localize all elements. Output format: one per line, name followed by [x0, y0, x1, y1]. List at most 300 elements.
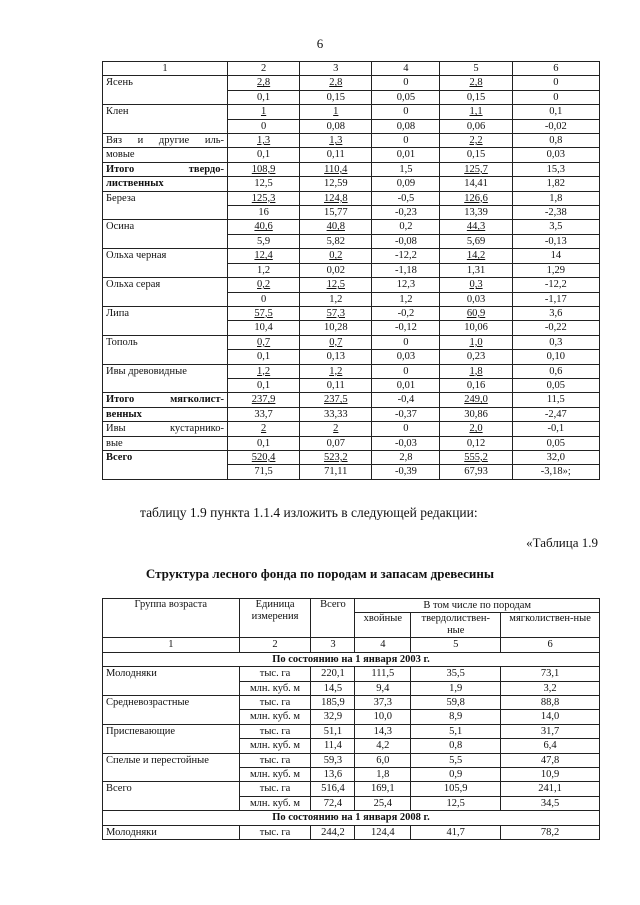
unit-cell: тыс. га [239, 667, 311, 681]
underlined-value: 126,6 [464, 192, 488, 204]
cell-value: 0 [372, 364, 440, 378]
cell-value: 0,16 [440, 378, 512, 392]
cell-value: 5,69 [440, 234, 512, 248]
age-group-label: Спелые и перестойные [103, 753, 240, 782]
underlined-value: 125,3 [251, 192, 276, 204]
cell-value: 12,59 [300, 177, 372, 191]
cell-value: 105,9 [411, 782, 501, 796]
age-group-label: Приспевающие [103, 724, 240, 753]
cell-value: 47,8 [501, 753, 600, 767]
unit-cell: тыс. га [239, 825, 311, 839]
cell-value: 12,5 [228, 177, 300, 191]
cell-value: 11,4 [311, 739, 355, 753]
cell-value: 15,77 [300, 206, 372, 220]
cell-value: 0,05 [512, 378, 599, 392]
cell-value: -0,03 [372, 436, 440, 450]
cell-value: 220,1 [311, 667, 355, 681]
underlined-value: 1,3 [329, 135, 343, 147]
cell-value: 0,01 [372, 378, 440, 392]
page-number: 6 [316, 36, 324, 51]
cell-value: 244,2 [311, 825, 355, 839]
table-row [103, 407, 600, 421]
cell-value: 41,7 [411, 825, 501, 839]
cell-value: 8,9 [411, 710, 501, 724]
cell-value: 15,3 [512, 162, 599, 176]
cell-value [440, 105, 512, 119]
cell-value: 1,2 [372, 292, 440, 306]
cell-value: -0,5 [372, 191, 440, 205]
cell-value [300, 450, 372, 464]
table-row [103, 696, 600, 710]
underlined-value: 520,4 [251, 451, 276, 463]
cell-value: 32,9 [311, 710, 355, 724]
cell-value: 0 [372, 134, 440, 148]
cell-value: 0,07 [300, 436, 372, 450]
wood-stock-change-table [102, 61, 600, 480]
cell-value: 0,1 [228, 378, 300, 392]
underlined-value: 0,3 [469, 279, 483, 291]
cell-value: 0,15 [440, 148, 512, 162]
table-row [103, 667, 600, 681]
cell-value [440, 191, 512, 205]
cell-value: 1,2 [300, 292, 372, 306]
cell-value: 0,1 [228, 148, 300, 162]
cell-value: -2,38 [512, 206, 599, 220]
cell-value: 0,06 [440, 119, 512, 133]
row-label: Итого твердо- [103, 162, 228, 176]
cell-value: 0,9 [411, 768, 501, 782]
table-row [103, 825, 600, 839]
cell-value: 14,0 [501, 710, 600, 724]
table-row [103, 162, 600, 176]
table-row [103, 753, 600, 767]
cell-value: 1,82 [512, 177, 599, 191]
cell-value: 10,4 [228, 321, 300, 335]
cell-value [228, 335, 300, 349]
underlined-value: 14,2 [466, 250, 486, 262]
table-row [103, 782, 600, 796]
header-row [103, 599, 600, 613]
cell-value: 1,8 [512, 191, 599, 205]
cell-value: 0,05 [512, 436, 599, 450]
cell-value: 31,7 [501, 724, 600, 738]
cell-value: -1,18 [372, 263, 440, 277]
table-row [103, 364, 600, 378]
cell-value [300, 278, 372, 292]
underlined-value: 1,1 [469, 106, 483, 118]
cell-value: 34,5 [501, 796, 600, 810]
row-label: Ивы кустарнико- [103, 422, 228, 436]
cell-value: 12,3 [372, 278, 440, 292]
row-label: Ольха черная [103, 249, 228, 278]
cell-value: 0,03 [372, 350, 440, 364]
cell-value: 9,4 [355, 681, 411, 695]
amendment-instruction: таблицу 1.9 пункта 1.1.4 изложить в следующей редакции: [140, 505, 478, 520]
cell-value [228, 134, 300, 148]
cell-value [228, 249, 300, 263]
cell-value [440, 278, 512, 292]
underlined-value: 1 [333, 106, 339, 118]
cell-value: 73,1 [501, 667, 600, 681]
underlined-value: 523,2 [323, 451, 348, 463]
cell-value: 5,1 [411, 724, 501, 738]
cell-value: 1,29 [512, 263, 599, 277]
section-title: По состоянию на 1 января 2003 г. [103, 652, 600, 666]
row-label: Тополь [103, 335, 228, 364]
cell-value: 0,08 [372, 119, 440, 133]
cell-value: 3,6 [512, 306, 599, 320]
column-number: 3 [311, 638, 355, 652]
cell-value [440, 335, 512, 349]
cell-value [440, 76, 512, 90]
cell-value [228, 364, 300, 378]
section-row [103, 811, 600, 825]
cell-value: 5,82 [300, 234, 372, 248]
cell-value: 0 [512, 90, 599, 104]
cell-value: 25,4 [355, 796, 411, 810]
header-coniferous: хвойные [355, 613, 411, 638]
underlined-value: 0,2 [257, 279, 271, 291]
underlined-value: 1,2 [329, 365, 343, 377]
cell-value: -0,13 [512, 234, 599, 248]
table-row [103, 105, 600, 119]
cell-value [440, 162, 512, 176]
cell-value: 16 [228, 206, 300, 220]
cell-value [228, 191, 300, 205]
cell-value: 3,5 [512, 220, 599, 234]
cell-value [300, 249, 372, 263]
cell-value [300, 162, 372, 176]
cell-value: 0,01 [372, 148, 440, 162]
cell-value: -0,37 [372, 407, 440, 421]
cell-value [300, 76, 372, 90]
unit-cell: млн. куб. м [239, 768, 311, 782]
cell-value [228, 220, 300, 234]
cell-value: 0,09 [372, 177, 440, 191]
cell-value [228, 278, 300, 292]
cell-value [440, 393, 512, 407]
underlined-value: 44,3 [466, 221, 486, 233]
cell-value [440, 364, 512, 378]
underlined-value: 12,5 [326, 279, 345, 291]
cell-value: 0,11 [300, 378, 372, 392]
cell-value: 0 [372, 422, 440, 436]
underlined-value: 2,8 [329, 77, 343, 89]
row-label: Береза [103, 191, 228, 220]
cell-value: 0 [372, 335, 440, 349]
cell-value: -3,18»; [512, 465, 599, 479]
table-row [103, 724, 600, 738]
underlined-value: 110,4 [324, 163, 348, 175]
row-label: Ольха серая [103, 278, 228, 307]
cell-value: 0 [372, 76, 440, 90]
table-row [103, 191, 600, 205]
cell-value: -0,08 [372, 234, 440, 248]
cell-value: 0,11 [300, 148, 372, 162]
table-row [103, 436, 600, 450]
row-label: Итого мягколист- [103, 393, 228, 407]
cell-value: -1,17 [512, 292, 599, 306]
underlined-value: 2,8 [469, 77, 483, 89]
row-label: Клен [103, 105, 228, 134]
column-number: 6 [501, 638, 600, 652]
cell-value: -0,22 [512, 321, 599, 335]
header-softwood: мягколиствен-ные [501, 613, 600, 638]
column-number: 1 [103, 62, 228, 76]
column-number: 5 [411, 638, 501, 652]
cell-value [440, 134, 512, 148]
row-label: Ивы древовидные [103, 364, 228, 393]
underlined-value: 0,7 [257, 336, 271, 348]
cell-value: 2,8 [372, 450, 440, 464]
header-including: В том числе по породам [355, 599, 600, 613]
cell-value [228, 450, 300, 464]
cell-value: 13,39 [440, 206, 512, 220]
cell-value: 13,6 [311, 768, 355, 782]
cell-value: 185,9 [311, 696, 355, 710]
underlined-value: 0,2 [329, 250, 343, 262]
table-row [103, 148, 600, 162]
underlined-value: 2 [260, 423, 267, 435]
cell-value: 10,0 [355, 710, 411, 724]
cell-value: 0,12 [440, 436, 512, 450]
header-unit: Единица измерения [239, 599, 311, 638]
cell-value [228, 306, 300, 320]
row-label: Осина [103, 220, 228, 249]
cell-value: 0,13 [300, 350, 372, 364]
cell-value: 1,8 [355, 768, 411, 782]
underlined-value: 1,3 [257, 135, 271, 147]
cell-value: 1,31 [440, 263, 512, 277]
cell-value [300, 105, 372, 119]
row-label: венных [103, 407, 228, 421]
cell-value: 0,6 [512, 364, 599, 378]
cell-value: 0,1 [228, 436, 300, 450]
cell-value: 0,1 [228, 90, 300, 104]
table-row [103, 306, 600, 320]
cell-value: 11,5 [512, 393, 599, 407]
cell-value: 0,02 [300, 263, 372, 277]
age-group-label: Молодняки [103, 825, 240, 839]
table-row [103, 134, 600, 148]
underlined-value: 249,0 [464, 394, 488, 406]
column-number: 4 [355, 638, 411, 652]
section-row [103, 652, 600, 666]
cell-value: 169,1 [355, 782, 411, 796]
cell-value: 14,3 [355, 724, 411, 738]
cell-value: 241,1 [501, 782, 600, 796]
unit-cell: млн. куб. м [239, 681, 311, 695]
cell-value: 124,4 [355, 825, 411, 839]
cell-value [300, 393, 372, 407]
cell-value: 10,9 [501, 768, 600, 782]
cell-value [440, 220, 512, 234]
cell-value [300, 364, 372, 378]
cell-value: 6,4 [501, 739, 600, 753]
underlined-value: 237,5 [323, 394, 348, 406]
cell-value [300, 422, 372, 436]
underlined-value: 40,6 [254, 221, 273, 233]
column-number: 2 [239, 638, 311, 652]
table-row [103, 422, 600, 436]
cell-value: 5,9 [228, 234, 300, 248]
unit-cell: тыс. га [239, 724, 311, 738]
cell-value: 0,3 [512, 335, 599, 349]
cell-value: 10,28 [300, 321, 372, 335]
header-group: Группа возраста [103, 599, 240, 638]
underlined-value: 0,7 [329, 336, 343, 348]
cell-value: 0,03 [512, 148, 599, 162]
cell-value [300, 191, 372, 205]
cell-value [440, 306, 512, 320]
underlined-value: 1,2 [257, 365, 271, 377]
cell-value: 0,1 [512, 105, 599, 119]
cell-value [440, 422, 512, 436]
row-label: Всего [103, 450, 228, 479]
cell-value: 14 [512, 249, 599, 263]
cell-value: 88,8 [501, 696, 600, 710]
cell-value: 5,5 [411, 753, 501, 767]
cell-value: 0 [228, 119, 300, 133]
cell-value: 0,2 [372, 220, 440, 234]
underlined-value: 57,3 [326, 307, 345, 319]
column-number-row [103, 62, 600, 76]
underlined-value: 124,8 [323, 192, 348, 204]
underlined-value: 555,2 [464, 451, 488, 463]
cell-value: 67,93 [440, 465, 512, 479]
cell-value [228, 162, 300, 176]
cell-value: 0,8 [512, 134, 599, 148]
cell-value: -12,2 [512, 278, 599, 292]
cell-value: 35,5 [411, 667, 501, 681]
underlined-value: 1 [260, 106, 267, 118]
cell-value: 0,8 [411, 739, 501, 753]
cell-value: -12,2 [372, 249, 440, 263]
cell-value: 4,2 [355, 739, 411, 753]
cell-value [228, 105, 300, 119]
cell-value: 3,2 [501, 681, 600, 695]
unit-cell: млн. куб. м [239, 710, 311, 724]
cell-value: 0,15 [300, 90, 372, 104]
column-number: 2 [228, 62, 300, 76]
table-row [103, 278, 600, 292]
row-label: лиственных [103, 177, 228, 191]
table-row [103, 393, 600, 407]
header-total: Всего [311, 599, 355, 638]
table-row [103, 220, 600, 234]
cell-value [300, 134, 372, 148]
row-label: Ясень [103, 76, 228, 105]
table-label: «Таблица 1.9 [526, 535, 598, 550]
unit-cell: тыс. га [239, 753, 311, 767]
cell-value [300, 306, 372, 320]
cell-value [228, 393, 300, 407]
cell-value: 59,8 [411, 696, 501, 710]
row-label: вые [103, 436, 228, 450]
cell-value: 14,41 [440, 177, 512, 191]
cell-value: 30,86 [440, 407, 512, 421]
cell-value: 0,1 [228, 350, 300, 364]
cell-value [300, 220, 372, 234]
header-hardwood: твердолиствен-ные [411, 613, 501, 638]
table-row [103, 177, 600, 191]
row-label: мовые [103, 148, 228, 162]
column-number-row [103, 638, 600, 652]
underlined-value: 2 [333, 423, 339, 435]
cell-value: -0,1 [512, 422, 599, 436]
underlined-value: 40,8 [326, 221, 345, 233]
cell-value: 0,08 [300, 119, 372, 133]
cell-value [228, 422, 300, 436]
underlined-value: 125,7 [464, 163, 488, 175]
cell-value: -0,12 [372, 321, 440, 335]
cell-value: -0,23 [372, 206, 440, 220]
table-row [103, 249, 600, 263]
row-label: Липа [103, 306, 228, 335]
cell-value [228, 76, 300, 90]
cell-value: 0,23 [440, 350, 512, 364]
cell-value: 14,5 [311, 681, 355, 695]
unit-cell: млн. куб. м [239, 739, 311, 753]
cell-value: 111,5 [355, 667, 411, 681]
cell-value: 0,05 [372, 90, 440, 104]
cell-value: 33,7 [228, 407, 300, 421]
cell-value: 0 [512, 76, 599, 90]
cell-value [440, 450, 512, 464]
age-group-label: Всего [103, 782, 240, 811]
cell-value: 10,06 [440, 321, 512, 335]
underlined-value: 2,8 [257, 77, 271, 89]
cell-value: 1,9 [411, 681, 501, 695]
forest-structure-table [102, 598, 600, 840]
table-row [103, 335, 600, 349]
unit-cell: тыс. га [239, 696, 311, 710]
underlined-value: 12,4 [254, 250, 273, 262]
column-number: 6 [512, 62, 599, 76]
cell-value: 12,5 [411, 796, 501, 810]
age-group-label: Молодняки [103, 667, 240, 696]
underlined-value: 1,8 [469, 365, 483, 377]
cell-value: -0,4 [372, 393, 440, 407]
cell-value: 78,2 [501, 825, 600, 839]
underlined-value: 2,2 [469, 135, 483, 147]
underlined-value: 2,0 [469, 423, 483, 435]
underlined-value: 108,9 [251, 163, 276, 175]
cell-value: 72,4 [311, 796, 355, 810]
cell-value: 51,1 [311, 724, 355, 738]
cell-value: 0,15 [440, 90, 512, 104]
column-number: 5 [440, 62, 512, 76]
column-number: 3 [300, 62, 372, 76]
cell-value: 0,03 [440, 292, 512, 306]
age-group-label: Средневозрастные [103, 696, 240, 725]
cell-value: 6,0 [355, 753, 411, 767]
underlined-value: 237,9 [251, 394, 276, 406]
cell-value: 0,10 [512, 350, 599, 364]
cell-value: 37,3 [355, 696, 411, 710]
table-row [103, 450, 600, 464]
cell-value: 71,11 [300, 465, 372, 479]
cell-value: 0 [228, 292, 300, 306]
underlined-value: 57,5 [254, 307, 273, 319]
table-title: Структура лесного фонда по породам и запасам древесины [145, 566, 495, 581]
unit-cell: млн. куб. м [239, 796, 311, 810]
cell-value: 32,0 [512, 450, 599, 464]
cell-value [440, 249, 512, 263]
cell-value: 59,3 [311, 753, 355, 767]
cell-value: 1,5 [372, 162, 440, 176]
underlined-value: 1,0 [469, 336, 483, 348]
